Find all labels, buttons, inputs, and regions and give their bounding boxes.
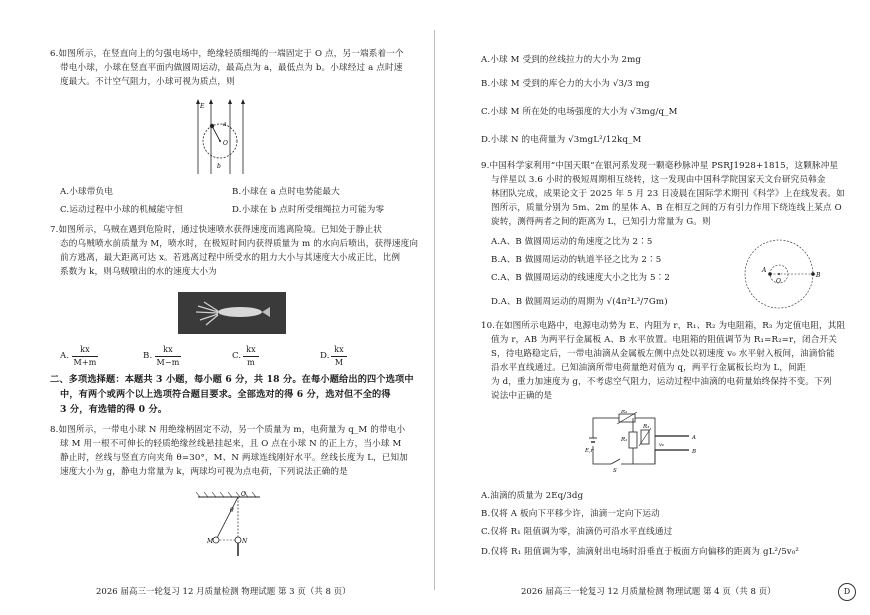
- q7-option-b-num: kx: [163, 345, 173, 354]
- q6-line-2: 带电小球，小球在竖直平面内做圆周运动，最高点为 a，最低点为 b。小球经过 a 点时速: [60, 63, 403, 73]
- q7-option-c-num: kx: [246, 345, 256, 354]
- q8-line-2: 球 M 用一根不可伸长的轻质绝缘丝线悬挂起来，且 O 点在小球 N 的正上方，当小球 M: [60, 439, 402, 449]
- q7-line-3: 前方逃离，最大距离可达 x。若逃离过程中所受水的阻力大小与其速度大小成正比，比例: [60, 253, 401, 263]
- q9-option-c: C.A、B 做圆周运动的线速度大小之比为 5∶2: [491, 273, 671, 283]
- q9-line-2: 与伴星以 3.6 小时的极短周期相互绕转，这一发现由中国科学院国家天文台研究员韩金: [491, 175, 826, 185]
- q9-orbit-figure: [735, 236, 831, 314]
- q7-option-b-den: M−m: [156, 358, 180, 367]
- q6-label-e: E: [200, 103, 205, 110]
- right-page: [435, 0, 870, 615]
- q10-label-er: E,r: [585, 448, 594, 454]
- q8-label-theta: θ: [230, 507, 234, 514]
- q6-field-figure: [190, 96, 250, 178]
- q10-label-v0: v₀: [659, 442, 664, 448]
- section-2-line-2: 中，有两个或两个以上选项符合题目要求。全部选对的得 6 分，选对但不全的得: [60, 389, 391, 400]
- q10-label-a: A: [692, 435, 696, 441]
- q7-line-2: 态的乌贼喷水前质量为 M，喷水时，在极短时间内获得质量为 m 的水向后喷出，获得速度向: [60, 239, 419, 249]
- q6-line-1: 6.如图所示，在竖直向上的匀强电场中，绝缘轻质细绳的一端固定于 O 点，另一端系着一个: [50, 49, 404, 59]
- q8-pendulum-figure: [190, 488, 268, 558]
- q8-label-n: N: [242, 538, 248, 545]
- q9-option-a: A.A、B 做圆周运动的角速度之比为 2∶5: [491, 237, 653, 247]
- squid-photo: [178, 292, 286, 334]
- q9-line-5: 旋转，测得两者之间的距离为 L，已知引力常量为 G。则: [491, 217, 711, 227]
- q10-line-5: 为 d，重力加速度为 g，不考虑空气阻力，运动过程中油滴的电荷量始终保持不变。下列: [491, 377, 832, 387]
- q9-option-d: D.A、B 做圆周运动的周期为 √(4π²L³/7Gm): [491, 297, 668, 307]
- q6-line-3: 度最大。不计空气阻力，小球可视为质点，则: [60, 77, 235, 87]
- q9-label-a: A: [762, 267, 767, 274]
- q8-option-d: D.小球 N 的电荷量为 √3mgL²/12kq_M: [481, 135, 642, 145]
- q7-option-a-num: kx: [80, 345, 90, 354]
- q6-label-a: a: [223, 121, 227, 128]
- q10-circuit-figure: [585, 410, 705, 474]
- q7-option-a-den: M+m: [73, 358, 97, 367]
- q7-line-1: 7.如图所示，乌贼在遇到危险时，通过快速喷水获得速度而逃离险境。已知处于静止状: [50, 225, 383, 235]
- corner-mark: D: [838, 583, 856, 601]
- q9-line-3: 林团队完成，成果论文于 2025 年 5 月 23 日凌晨在国际学术期刊《科学》上在线发表。如: [491, 189, 845, 199]
- q7-option-c-den: m: [247, 358, 255, 367]
- q10-line-6: 说法中正确的是: [491, 391, 553, 401]
- q10-line-1: 10.在如图所示电路中，电源电动势为 E、内阻为 r，R₁、R₂ 为电阻箱，R₃ 为定值电阻，其阻: [481, 321, 846, 331]
- q10-label-b: B: [692, 449, 697, 455]
- q7-option-d-label: D.: [320, 351, 330, 361]
- q8-line-1: 8.如图所示，一带电小球 N 用绝缘柄固定不动，另一个质量为 m，电荷量为 q_M 的带电小: [50, 425, 406, 435]
- q10-label-r1: R₁: [621, 437, 628, 443]
- q8-label-o: O: [241, 491, 246, 498]
- q6-option-b: B.小球在 a 点时电势能最大: [232, 187, 340, 197]
- q6-option-a: A.小球带负电: [60, 187, 113, 197]
- q6-label-b: b: [217, 163, 221, 170]
- q7-option-d-den: M: [334, 358, 344, 367]
- q8-option-c: C.小球 M 所在处的电场强度的大小为 √3mg/q_M: [481, 107, 678, 117]
- q10-option-b: B.仅将 A 板向下平移少许，油滴一定向下运动: [481, 509, 660, 519]
- right-footer: 2026 届高三一轮复习 12 月质量检测 物理试题 第 4 页（共 8 页）: [521, 587, 776, 597]
- q7-option-d-num: kx: [334, 345, 344, 354]
- q9-line-4: 图所示，质量分别为 5m、2m 的星体 A、B 在相互之间的万有引力作用下绕连线上某点 O: [491, 203, 842, 213]
- q9-label-b: B: [816, 272, 821, 279]
- q6-option-d: D.小球在 b 点时所受细绳拉力可能为零: [232, 205, 385, 215]
- q10-line-2: 值为 r，AB 为两平行金属板 A、B 水平放置。电阻箱的阻值调节为 R₁=R₂=r，闭合开关: [491, 335, 838, 345]
- q9-label-o: O: [776, 278, 781, 285]
- q6-label-o: O: [223, 140, 228, 147]
- q10-label-r2: R₂: [621, 410, 628, 415]
- q10-line-4: 沿水平直线通过。已知油滴所带电荷量绝对值为 q，两平行金属板长均为 L，间距: [491, 363, 806, 373]
- q10-line-3: S，待电路稳定后，一带电油滴从金属板左侧中点处以初速度 v₀ 水平射入板间，油滴恰能: [491, 349, 835, 359]
- squid-icon: [178, 292, 286, 334]
- q7-option-a-label: A.: [60, 351, 70, 361]
- q10-label-r3: R₃: [643, 424, 650, 430]
- left-footer: 2026 届高三一轮复习 12 月质量检测 物理试题 第 3 页（共 8 页）: [96, 587, 351, 597]
- q7-option-c-label: C.: [232, 351, 242, 361]
- q6-option-c: C.运动过程中小球的机械能守恒: [60, 205, 183, 215]
- q8-option-b: B.小球 M 受到的库仑力的大小为 √3/3 mg: [481, 79, 650, 89]
- q10-option-d: D.仅将 R₁ 阻值调为零，油滴射出电场时沿垂直于板面方向偏移的距离为 gL²/5v₀²: [481, 547, 800, 557]
- q10-option-a: A.油滴的质量为 2Eq/3dg: [481, 491, 584, 501]
- q9-line-1: 9.中国科学家利用“中国天眼”在银河系发现一颗毫秒脉冲星 PSRJ1928+1815，这颗脉冲星: [481, 161, 839, 171]
- q7-line-4: 系数为 k，则乌贼喷出的水的速度大小为: [60, 267, 217, 277]
- q8-label-m: M: [207, 538, 214, 545]
- q10-option-c: C.仅将 R₁ 阻值调为零，油滴仍可沿水平直线通过: [481, 527, 673, 537]
- q10-label-s: S: [613, 468, 617, 474]
- q8-line-4: 速度大小为 g，静电力常量为 k，两球均可视为点电荷，下列说法正确的是: [60, 467, 348, 477]
- q8-option-a: A.小球 M 受到的丝线拉力的大小为 2mg: [481, 55, 642, 65]
- q8-line-3: 静止时，丝线与竖直方向夹角 θ=30°，M、N 两球连线刚好水平。丝线长度为 L，已知加: [60, 453, 409, 463]
- q7-option-b-label: B.: [143, 351, 153, 361]
- section-2-line-3: 3 分，有选错的得 0 分。: [60, 404, 168, 415]
- section-2-line-1: 二、多项选择题：本题共 3 小题，每小题 6 分，共 18 分。在每小题给出的四个选项中: [50, 374, 414, 385]
- q9-option-b: B.A、B 做圆周运动的轨道半径之比为 2∶5: [491, 255, 662, 265]
